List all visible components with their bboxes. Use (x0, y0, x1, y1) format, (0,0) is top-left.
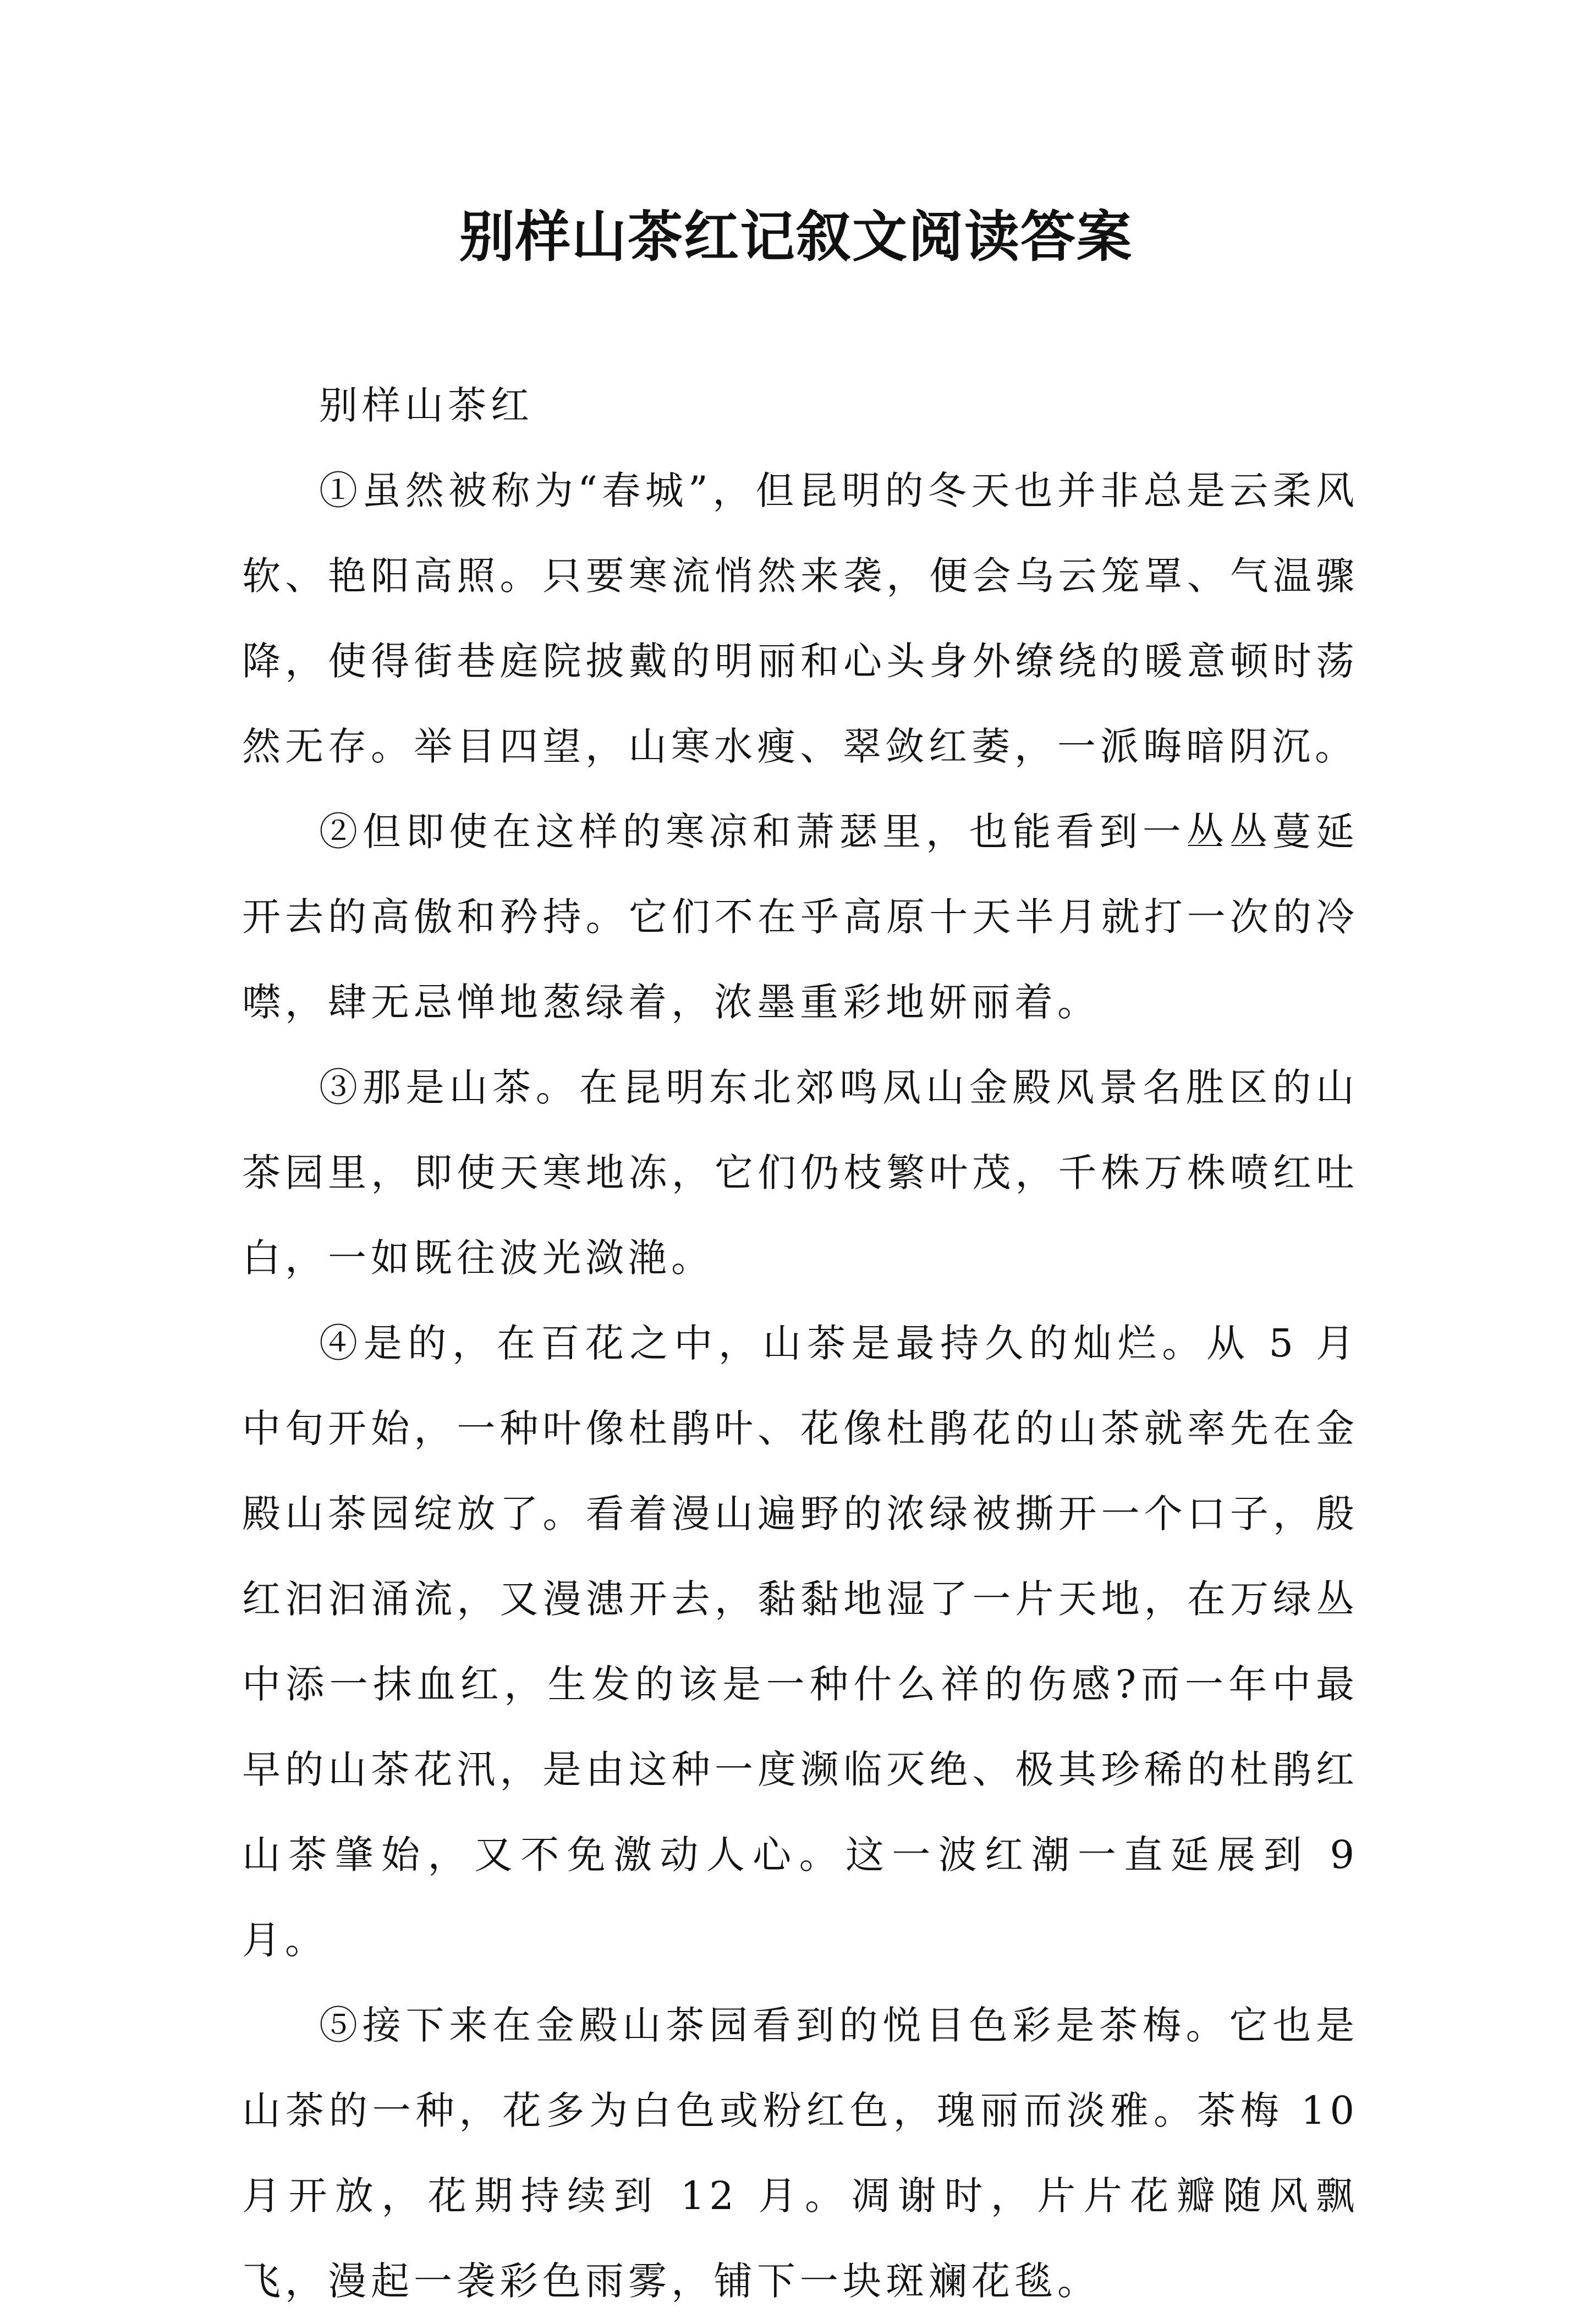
paragraph-2: ②但即使在这样的寒凉和萧瑟里，也能看到一丛丛蔓延开去的高傲和矜持。它们不在乎高原十天半月就打一次的冷噤，肆无忌惮地葱绿着，浓墨重彩地妍丽着。 (242, 809, 1359, 1025)
paragraph-1: ①虽然被称为“春城”，但昆明的冬天也并非总是云柔风软、艳阳高照。只要寒流悄然来袭，便会乌云笼罩、气温骤降，使得街巷庭院披戴的明丽和心头身外缭绕的暖意顿时荡然无存。举目四望，山寒水瘦、翠敛红萎，一派晦暗阴沉。 (242, 468, 1359, 769)
article-body (242, 363, 1359, 2324)
paragraph-3: ③那是山茶。在昆明东北郊鸣凤山金殿风景名胜区的山茶园里，即使天寒地冻，它们仍枝繁叶茂，千株万株喷红吐白，一如既往波光潋滟。 (242, 1065, 1359, 1281)
paragraph-4: ④是的，在百花之中，山茶是最持久的灿烂。从 5 月中旬开始，一种叶像杜鹃叶、花像杜鹃花的山茶就率先在金殿山茶园绽放了。看着漫山遍野的浓绿被撕开一个口子，殷红汩汩涌流，又漫漶开去，黏黏地湿了一片天地，在万绿丛中添一抹血红，生发的该是一种什么祥的伤感?而一年中最早的山茶花汛，是由这种一度濒临灭绝、极其珍稀的杜鹃红山茶肇始，又不免激动人心。这一波红潮一直延展到 9 月。 (242, 1321, 1359, 1963)
article-subtitle: 别样山茶红 (319, 383, 534, 428)
paragraph-5: ⑤接下来在金殿山茶园看到的悦目色彩是茶梅。它也是山茶的一种，花多为白色或粉红色，瑰丽而淡雅。茶梅 10 月开放，花期持续到 12 月。凋谢时，片片花瓣随风飘飞，漫起一袭彩色雨雾，铺下一块斑斓花毯。 (242, 2003, 1359, 2304)
page-title: 别样山茶红记叙文阅读答案 (459, 204, 1133, 269)
